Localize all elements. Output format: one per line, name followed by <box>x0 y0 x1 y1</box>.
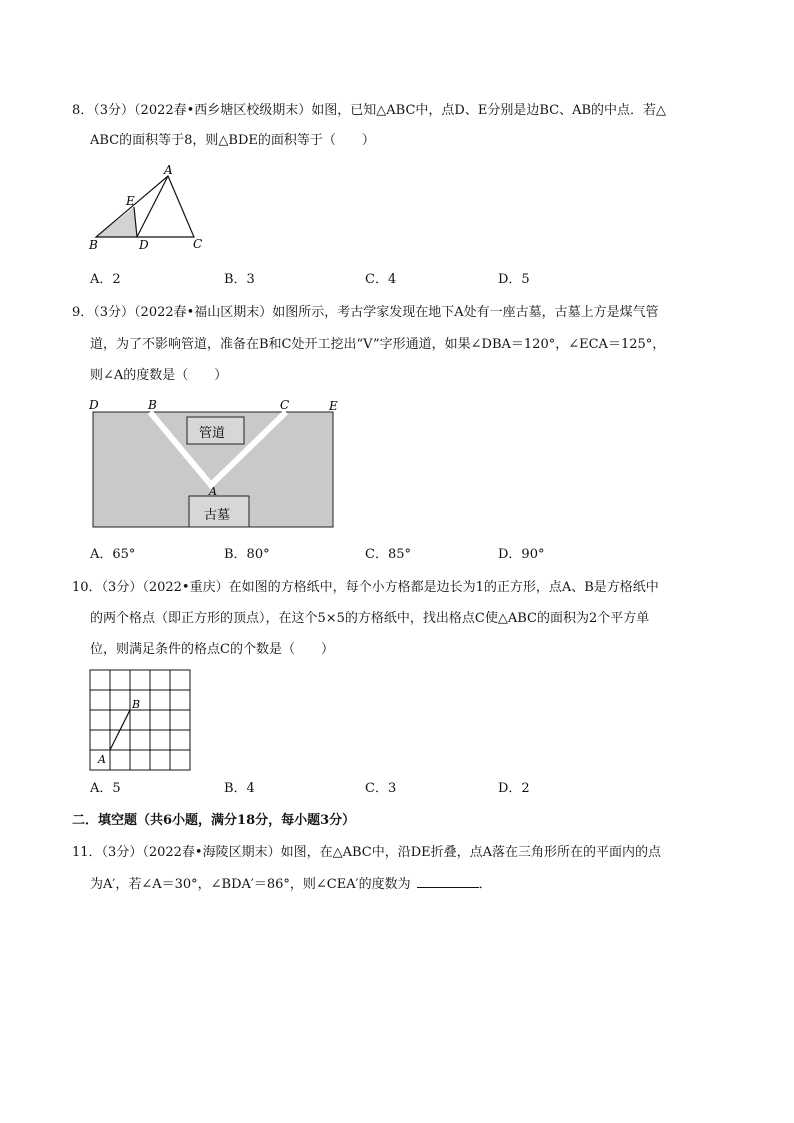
q10-stem-line3: 位，则满足条件的格点C的个数是（ ） <box>90 642 334 657</box>
label-a: A <box>164 163 173 177</box>
label-b: B <box>132 698 141 711</box>
q9-stem-line1: 9．（3分）（2022春•福山区期末）如图所示，考古学家发现在地下A处有一座古墓，古墓上方是煤气管 <box>72 305 659 320</box>
q10-option-d: D．2 <box>498 781 530 796</box>
label-c: C <box>280 398 290 412</box>
label-a: A <box>209 485 217 498</box>
q8-triangle-figure <box>84 160 214 256</box>
section-heading-fill-in: 二．填空题（共6小题，满分18分，每小题3分） <box>72 813 356 828</box>
q8-option-a: A．2 <box>90 272 121 287</box>
q9-option-c: C．85° <box>365 547 411 562</box>
q8-option-c: C．4 <box>365 272 397 287</box>
segment-ad <box>137 176 168 237</box>
q9-stem-line3: 则∠A的度数是（ ） <box>90 368 228 383</box>
label-c: C <box>193 237 203 251</box>
answer-blank[interactable] <box>417 874 479 888</box>
label-b: B <box>89 238 98 252</box>
q9-option-a: A．65° <box>90 547 136 562</box>
q11-stem-text: 为A′，若∠A＝30°，∠BDA′＝86°，则∠CEA′的度数为 <box>90 877 411 892</box>
q10-option-c: C．3 <box>365 781 397 796</box>
q9-stem-line2: 道，为了不影响管道，准备在B和C处开工挖出“V”字形通道，如果∠DBA＝120°，∠ECA＝125°， <box>90 337 666 352</box>
q10-stem-line1: 10．（3分）（2022•重庆）在如图的方格纸中，每个小方格都是边长为1的正方形，点A、B是方格纸中 <box>72 580 659 595</box>
pipe-label: 管道 <box>199 426 226 441</box>
q11-stem-line1: 11．（3分）（2022春•海陵区期末）如图，在△ABC中，沿DE折叠，点A落在三角形所在的平面内的点 <box>72 845 661 860</box>
q10-grid-figure <box>89 669 193 773</box>
q9-tomb-figure <box>84 396 354 532</box>
label-d: D <box>139 238 149 252</box>
q10-stem-line2: 的两个格点（即正方形的顶点），在这个5×5的方格纸中，找出格点C使△ABC的面积为2个平方单 <box>90 611 650 626</box>
q10-option-b: B．4 <box>224 781 255 796</box>
label-b: B <box>148 398 157 412</box>
label-a: A <box>98 753 106 766</box>
label-e: E <box>126 194 135 208</box>
q8-option-b: B．3 <box>224 272 255 287</box>
label-e: E <box>329 399 338 413</box>
label-d: D <box>89 398 99 412</box>
q11-stem-line2 <box>90 874 492 895</box>
tomb-label: 古墓 <box>204 508 231 523</box>
q8-option-d: D．5 <box>498 272 530 287</box>
q11-stem-end: ． <box>478 877 492 892</box>
q9-option-b: B．80° <box>224 547 270 562</box>
q10-option-a: A．5 <box>90 781 121 796</box>
q8-stem-line1: 8．（3分）（2022春•西乡塘区校级期末）如图，已知△ABC中，点D、E分别是边BC、AB的中点．若△ <box>72 103 667 118</box>
q8-stem-line2: ABC的面积等于8，则△BDE的面积等于（ ） <box>90 133 375 148</box>
q9-option-d: D．90° <box>498 547 545 562</box>
